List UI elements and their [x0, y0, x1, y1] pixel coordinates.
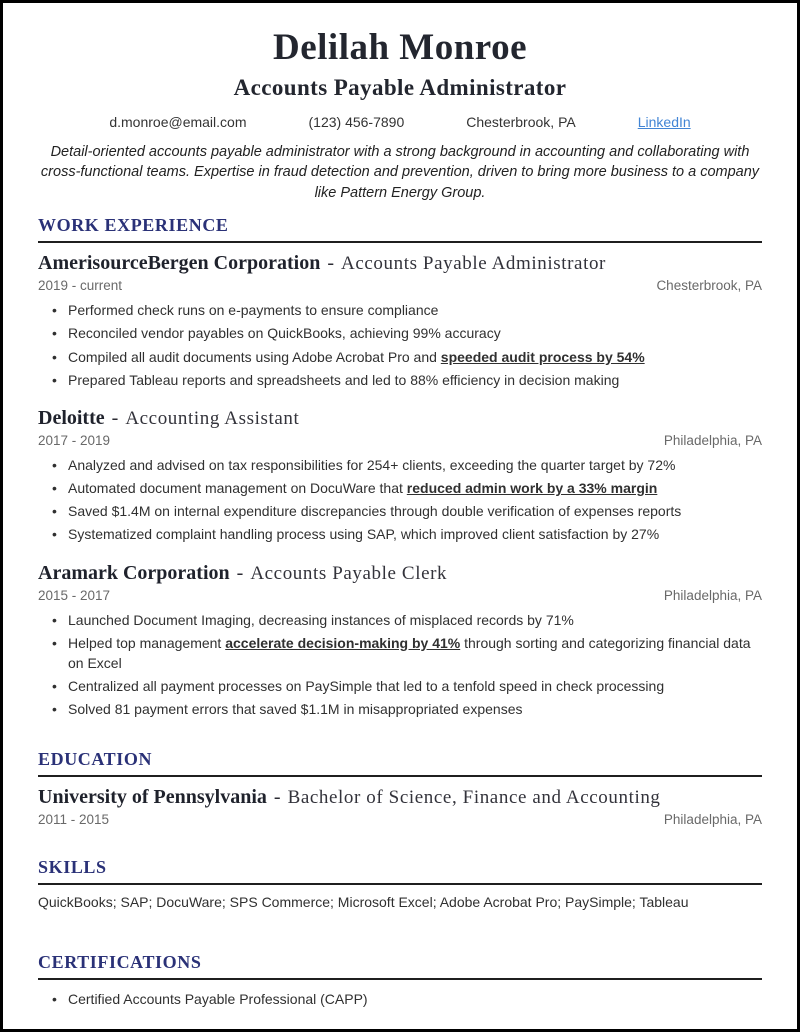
bullet-text: Centralized all payment processes on PaySimple that led to a tenfold speed in check processing	[68, 678, 665, 694]
bullet-item	[38, 323, 762, 343]
bullet-item	[38, 347, 762, 367]
bullet-item	[38, 300, 762, 320]
summary-paragraph: Detail-oriented accounts payable administrator with a strong background in accounting and collaborating with cross-functional teams. Expertise in fraud detection and prevention, driven to bring more business to a company like Pattern Energy Group.	[40, 143, 760, 201]
bullet-text: Helped top management	[68, 634, 226, 651]
degree: Bachelor of Science, Finance and Accounting	[287, 787, 661, 809]
job-dates: 2019 - current	[38, 278, 123, 294]
company-name: Aramark Corporation	[38, 561, 230, 584]
separator: -	[273, 786, 281, 809]
job-location: Philadelphia, PA	[663, 587, 762, 603]
bullet-text: through sorting and categorizing financial data on Excel	[68, 634, 751, 671]
contact-location: Chesterbrook, PA	[466, 113, 576, 130]
job-entry	[38, 252, 762, 390]
bullet-text: Systematized complaint handling process using SAP, which improved client satisfaction by 27%	[68, 526, 660, 543]
bullet-highlight: accelerate decision-making by 41%	[225, 634, 461, 651]
company-name: Deloitte	[38, 406, 105, 429]
contact-phone: (123) 456-7890	[308, 113, 405, 130]
bullet-text: Reconciled vendor payables on QuickBooks, achieving 99% accuracy	[68, 325, 501, 342]
bullet-text: Solved 81 payment errors that saved $1.1M in misappropriated expenses	[68, 701, 523, 718]
bullet-item	[38, 633, 762, 673]
resume-header	[38, 27, 762, 203]
bullet-item	[38, 501, 762, 521]
bullet-text: Saved $1.4M on internal expenditure discrepancies through double verification of expenses reports	[68, 503, 682, 520]
job-meta	[38, 278, 762, 293]
education-heading	[38, 786, 762, 809]
job-bullets	[38, 300, 762, 390]
bullet-text: Prepared Tableau reports and spreadsheets and led to 88% efficiency in decision making	[68, 371, 620, 388]
bullet-item	[38, 455, 762, 475]
bullet-text: Automated document management on DocuWare that	[68, 480, 407, 497]
contact-email: d.monroe@email.com	[109, 113, 247, 130]
job-role: Accounting Assistant	[125, 407, 300, 429]
bullet-item	[38, 676, 762, 696]
section-heading-skills: SKILLS	[38, 857, 762, 885]
linkedin-link[interactable]: LinkedIn	[637, 113, 691, 130]
job-location: Chesterbrook, PA	[656, 278, 762, 294]
education-location: Philadelphia, PA	[663, 812, 762, 828]
separator: -	[327, 252, 335, 275]
bullet-highlight: reduced admin work by a 33% margin	[406, 480, 658, 497]
contact-row	[38, 114, 762, 130]
school-name: University of Pennsylvania	[38, 786, 267, 809]
job-entry	[38, 562, 762, 720]
separator: -	[236, 561, 244, 584]
separator: -	[111, 406, 119, 429]
bullet-item	[38, 370, 762, 390]
job-meta	[38, 433, 762, 448]
job-location: Philadelphia, PA	[663, 432, 762, 448]
job-bullets	[38, 610, 762, 720]
section-heading-certifications: CERTIFICATIONS	[38, 952, 762, 980]
education-dates: 2011 - 2015	[38, 812, 110, 828]
section-heading-work: WORK EXPERIENCE	[38, 215, 762, 243]
bullet-item	[38, 699, 762, 719]
skills-list: QuickBooks; SAP; DocuWare; SPS Commerce; Microsoft Excel; Adobe Acrobat Pro; PaySimple; Tableau	[38, 894, 689, 911]
bullet-item	[38, 478, 762, 498]
section-certifications	[38, 952, 762, 1009]
certification-item: • Certified Accounts Payable Professional (CAPP)	[38, 989, 762, 1009]
job-heading	[38, 407, 762, 430]
section-work-experience	[38, 215, 762, 719]
bullet-text: Compiled all audit documents using Adobe Acrobat Pro and	[68, 348, 441, 365]
bullet-item	[38, 524, 762, 544]
bullet-text: Performed check runs on e-payments to ensure compliance	[68, 302, 439, 319]
job-role: Accounts Payable Administrator	[341, 253, 606, 275]
certification-bullets	[38, 989, 762, 1009]
section-skills	[38, 857, 762, 910]
education-meta	[38, 812, 762, 827]
job-bullets	[38, 455, 762, 545]
section-heading-education: EDUCATION	[38, 749, 762, 777]
section-education	[38, 749, 762, 827]
job-dates: 2017 - 2019	[38, 432, 111, 448]
education-entry	[38, 786, 762, 827]
job-heading	[38, 252, 762, 275]
candidate-name: Delilah Monroe	[273, 27, 527, 68]
bullet-item	[38, 610, 762, 630]
bullet-text: Analyzed and advised on tax responsibilities for 254+ clients, exceeding the quarter target by 72%	[68, 456, 676, 473]
job-role: Accounts Payable Clerk	[250, 562, 448, 584]
job-heading	[38, 562, 762, 585]
company-name: AmerisourceBergen Corporation	[38, 252, 321, 275]
candidate-title: Accounts Payable Administrator	[233, 74, 567, 100]
bullet-highlight: speeded audit process by 54%	[440, 348, 645, 365]
bullet-text: Launched Document Imaging, decreasing instances of misplaced records by 71%	[68, 611, 574, 628]
job-meta	[38, 588, 762, 603]
job-entry	[38, 407, 762, 545]
job-dates: 2015 - 2017	[38, 587, 111, 603]
